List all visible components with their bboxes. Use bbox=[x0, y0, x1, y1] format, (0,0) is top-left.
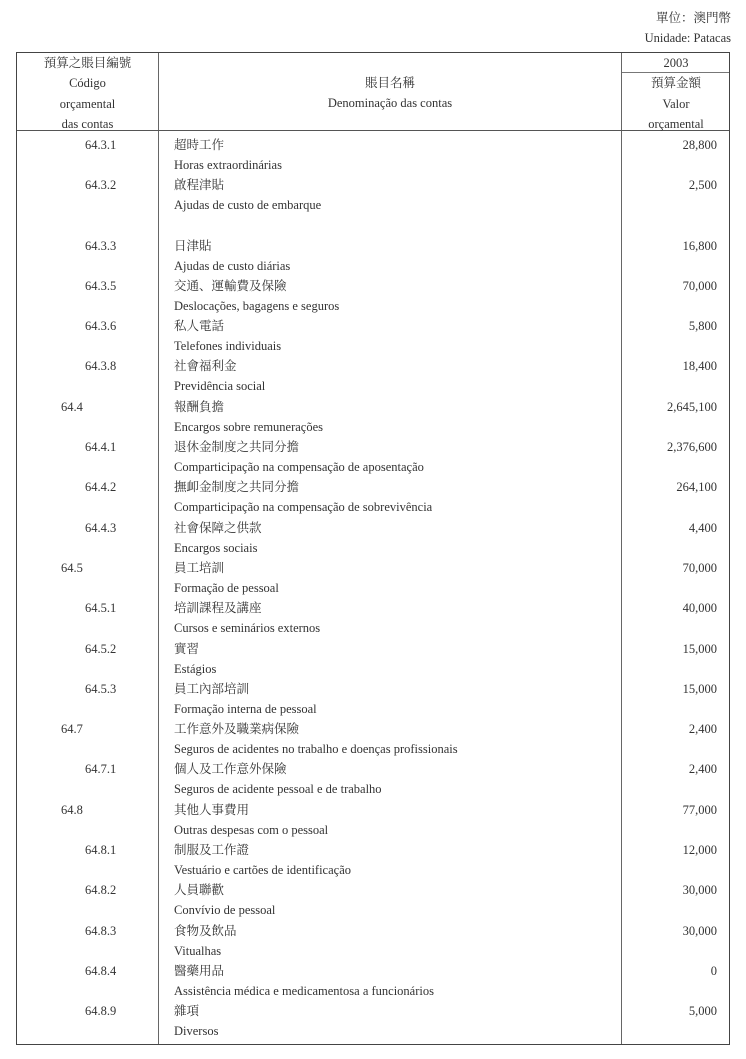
account-name-pt: Previdência social bbox=[174, 379, 266, 394]
budget-value: 15,000 bbox=[682, 681, 717, 696]
account-code: 64.4.1 bbox=[85, 440, 117, 455]
account-name-pt: Seguros de acidente pessoal e de trabalho bbox=[174, 782, 382, 797]
table-row bbox=[17, 840, 729, 880]
header-code-pt-3: das contas bbox=[61, 116, 114, 131]
budget-value: 264,100 bbox=[676, 480, 717, 495]
budget-value: 30,000 bbox=[682, 883, 717, 898]
budget-value: 2,376,600 bbox=[667, 440, 717, 455]
account-name-pt: Horas extraordinárias bbox=[174, 158, 282, 172]
account-name-zh: 員工內部培訓 bbox=[174, 681, 250, 696]
table-row bbox=[17, 175, 729, 235]
header-value-zh: 預算金額 bbox=[650, 76, 701, 91]
account-name-pt: Vestuário e cartões de identificação bbox=[174, 863, 351, 878]
table-row bbox=[17, 316, 729, 356]
account-code: 64.3.6 bbox=[85, 319, 117, 334]
budget-value: 70,000 bbox=[682, 278, 717, 293]
header-name-zh: 賬目名稱 bbox=[364, 76, 415, 90]
account-name-pt: Ajudas de custo de embarque bbox=[174, 198, 322, 213]
account-code: 64.3.8 bbox=[85, 359, 117, 374]
account-code: 64.7.1 bbox=[85, 762, 117, 777]
table-row bbox=[17, 518, 729, 558]
account-name-pt: Comparticipação na compensação de aposentação bbox=[174, 460, 424, 475]
budget-value: 18,400 bbox=[682, 359, 717, 374]
header-code-zh: 預算之賬目編號 bbox=[43, 56, 132, 70]
header-value-pt-2: orçamental bbox=[648, 116, 704, 131]
unit-label-pt: Unidade: Patacas bbox=[644, 31, 731, 45]
account-code: 64.5 bbox=[61, 560, 83, 575]
account-name-zh: 社會保障之供款 bbox=[174, 520, 262, 535]
account-name-pt: Vitualhas bbox=[174, 943, 222, 958]
account-name-pt: Estágios bbox=[174, 661, 217, 676]
account-code: 64.7 bbox=[61, 722, 83, 737]
account-name-pt: Cursos e seminários externos bbox=[174, 621, 321, 636]
account-name-zh: 交通、運輸費及保險 bbox=[174, 278, 287, 293]
account-name-pt: Seguros de acidentes no trabalho e doenças profissionais bbox=[174, 742, 458, 757]
account-code: 64.4 bbox=[61, 399, 83, 414]
table-row bbox=[17, 276, 729, 316]
header-name bbox=[159, 73, 621, 114]
account-name-pt: Formação interna de pessoal bbox=[174, 701, 317, 716]
account-code: 64.5.3 bbox=[85, 681, 117, 696]
budget-value: 28,800 bbox=[682, 138, 717, 152]
account-name-zh: 報酬負擔 bbox=[174, 399, 225, 414]
table-row bbox=[17, 397, 729, 437]
account-code: 64.8.4 bbox=[85, 963, 117, 978]
table-row bbox=[17, 558, 729, 598]
table-row bbox=[17, 598, 729, 638]
account-code: 64.3.5 bbox=[85, 278, 117, 293]
account-name-pt: Formação de pessoal bbox=[174, 580, 279, 595]
header-code-pt-2: orçamental bbox=[59, 96, 116, 111]
table-row bbox=[17, 236, 729, 276]
budget-value: 2,400 bbox=[688, 762, 717, 777]
account-code: 64.4.3 bbox=[85, 520, 117, 535]
account-name-pt: Telefones individuais bbox=[174, 339, 282, 354]
table-row bbox=[17, 759, 729, 799]
table-row bbox=[17, 356, 729, 396]
account-code: 64.8 bbox=[61, 802, 83, 817]
account-name-pt: Diversos bbox=[174, 1024, 219, 1039]
account-code: 64.5.1 bbox=[85, 601, 117, 616]
account-name-zh: 實習 bbox=[174, 641, 200, 656]
table-row bbox=[17, 679, 729, 719]
budget-value: 2,645,100 bbox=[667, 399, 717, 414]
account-name-zh: 撫卹金制度之共同分擔 bbox=[174, 480, 300, 495]
table-row bbox=[17, 477, 729, 517]
account-name-pt: Comparticipação na compensação de sobrevivência bbox=[174, 500, 433, 515]
budget-value: 40,000 bbox=[682, 601, 717, 616]
account-name-zh: 制服及工作證 bbox=[174, 843, 250, 858]
table-row bbox=[17, 639, 729, 679]
account-code: 64.3.2 bbox=[85, 178, 117, 193]
table-row bbox=[17, 1001, 729, 1041]
account-name-pt: Deslocações, bagagens e seguros bbox=[174, 298, 340, 313]
account-name-zh: 人員聯歡 bbox=[174, 883, 225, 898]
account-code: 64.3.3 bbox=[85, 238, 117, 253]
table-row bbox=[17, 961, 729, 1001]
account-code: 64.5.2 bbox=[85, 641, 117, 656]
account-name-zh: 超時工作 bbox=[174, 138, 225, 152]
unit-label-zh: 單位：澳門幣 bbox=[655, 11, 731, 25]
account-name-zh: 社會福利金 bbox=[174, 359, 237, 374]
account-name-zh: 其他人事費用 bbox=[174, 802, 250, 817]
account-name-pt: Encargos sobre remunerações bbox=[174, 419, 324, 434]
budget-value: 5,000 bbox=[688, 1004, 717, 1019]
table-row bbox=[17, 921, 729, 961]
table-row bbox=[17, 880, 729, 920]
header-code-pt-1: Código bbox=[69, 76, 106, 91]
header-value bbox=[622, 53, 730, 134]
budget-table bbox=[16, 52, 730, 1045]
budget-value: 5,800 bbox=[688, 319, 717, 334]
account-name-zh: 私人電話 bbox=[174, 319, 225, 334]
budget-value: 30,000 bbox=[682, 923, 717, 938]
account-name-zh: 個人及工作意外保險 bbox=[174, 762, 287, 777]
table-row bbox=[17, 719, 729, 759]
header-name-pt: Denominação das contas bbox=[327, 96, 453, 111]
account-name-pt: Encargos sociais bbox=[174, 540, 258, 555]
account-code: 64.8.9 bbox=[85, 1004, 117, 1019]
budget-value: 70,000 bbox=[682, 560, 717, 575]
budget-value: 16,800 bbox=[682, 238, 717, 253]
budget-value: 2,400 bbox=[688, 722, 717, 737]
account-name-zh: 工作意外及職業病保險 bbox=[174, 722, 300, 737]
account-code: 64.8.2 bbox=[85, 883, 117, 898]
budget-value: 77,000 bbox=[682, 802, 717, 817]
account-name-zh: 醫藥用品 bbox=[174, 963, 225, 978]
account-name-zh: 食物及飲品 bbox=[174, 923, 237, 938]
account-code: 64.8.3 bbox=[85, 923, 117, 938]
account-name-pt: Assistência médica e medicamentosa a funcionários bbox=[174, 983, 434, 998]
account-name-pt: Convívio de pessoal bbox=[174, 903, 276, 918]
account-name-zh: 啟程津貼 bbox=[174, 178, 225, 193]
header-code bbox=[17, 53, 158, 134]
account-name-zh: 退休金制度之共同分擔 bbox=[174, 440, 300, 455]
budget-value: 15,000 bbox=[682, 641, 717, 656]
table-row bbox=[17, 437, 729, 477]
account-code: 64.4.2 bbox=[85, 480, 117, 495]
budget-value: 12,000 bbox=[682, 843, 717, 858]
header-year: 2003 bbox=[663, 56, 689, 70]
header-value-pt-1: Valor bbox=[662, 96, 690, 111]
account-name-pt: Outras despesas com o pessoal bbox=[174, 822, 329, 837]
account-code: 64.3.1 bbox=[85, 138, 117, 152]
account-name-zh: 日津貼 bbox=[174, 238, 212, 253]
account-code: 64.8.1 bbox=[85, 843, 117, 858]
account-name-zh: 員工培訓 bbox=[174, 560, 225, 575]
budget-value: 0 bbox=[710, 963, 717, 978]
table-body bbox=[17, 135, 729, 1042]
account-name-zh: 培訓課程及講座 bbox=[174, 601, 262, 616]
table-row bbox=[17, 135, 729, 175]
budget-value: 4,400 bbox=[688, 520, 717, 535]
account-name-zh: 雜項 bbox=[174, 1004, 200, 1019]
table-row bbox=[17, 800, 729, 840]
account-name-pt: Ajudas de custo diárias bbox=[174, 258, 291, 273]
budget-value: 2,500 bbox=[688, 178, 717, 193]
